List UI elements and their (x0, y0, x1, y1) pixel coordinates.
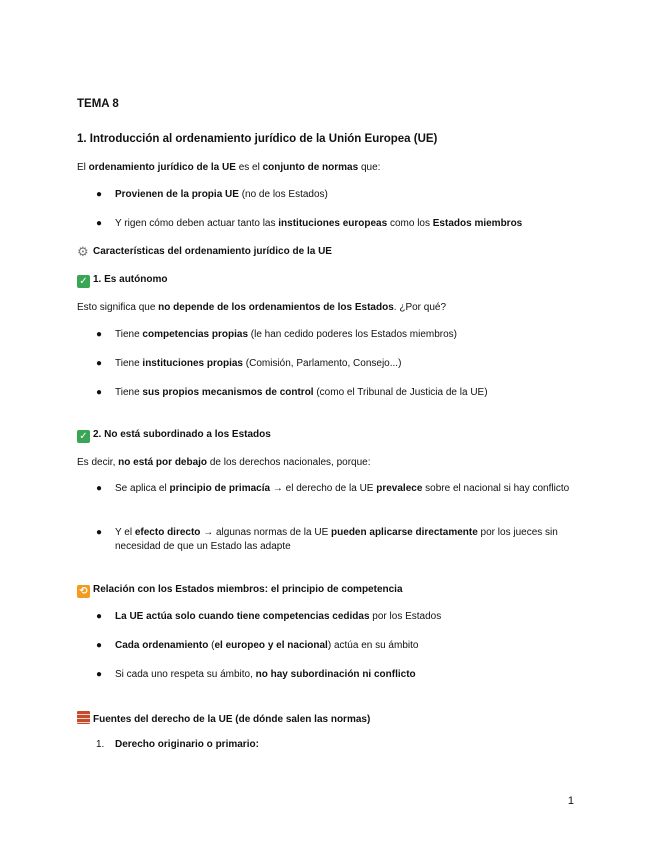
bullet-icon: ● (96, 358, 103, 369)
bullet-icon: ● (96, 527, 103, 538)
subsection-autonomo-heading: ✓ 1. Es autónomo (77, 273, 577, 288)
bullet-icon: ● (96, 669, 103, 680)
repeat-icon: ⟲ (77, 585, 90, 598)
bullet-icon: ● (96, 483, 103, 494)
bullet-icon: ● (96, 329, 103, 340)
bullet-icon: ● (96, 611, 103, 622)
check-mark-icon: ✓ (77, 275, 90, 288)
bullet-icon: ● (96, 387, 103, 398)
section-1-intro: El ordenamiento jurídico de la UE es el conjunto de normas que: (77, 162, 381, 173)
bullet-icon: ● (96, 189, 103, 200)
bullet-icon: ● (96, 218, 103, 229)
bullet-icon: ● (96, 640, 103, 651)
item-number: 1. (96, 739, 105, 750)
check-mark-icon: ✓ (77, 430, 90, 443)
subsection-no-subordinado-heading: ✓ 2. No está subordinado a los Estados (77, 428, 577, 443)
subsection-no-subordinado-intro: Es decir, no está por debajo de los derechos nacionales, porque: (77, 457, 371, 468)
page-number: 1 (567, 795, 574, 807)
brick-icon (77, 711, 90, 724)
section-4-heading: Fuentes del derecho de la UE (de dónde salen las normas) (77, 711, 577, 727)
subsection-autonomo-intro: Esto significa que no depende de los ordenamientos de los Estados. ¿Por qué? (77, 302, 447, 313)
document-title: TEMA 8 (77, 98, 119, 110)
section-1-heading: 1. Introducción al ordenamiento jurídico de la Unión Europea (UE) (77, 133, 438, 145)
document-page: TEMA 8 1. Introducción al ordenamiento jurídico de la Unión Europea (UE) El ordenamiento jurídico de la UE es el conjunto de normas que: ● Provienen de la propia UE (no de los Estados) ● Y rigen cómo deben actuar tanto las instituciones europeas como los Estados miembros ⚙ Características del ordenamiento jurídico de la UE ✓ 1. Es autónomo Esto significa que no depende de los ordenamientos de los Estados. ¿Por qué? ● Tiene competencias propias (le han cedido poderes los Estados miembros) ● Tiene instituciones propias (Comisión, Parlamento, Consejo...) ● Tiene sus propios mecanismos de control (como el Tribunal de Justicia de la UE) ✓ 2. No está subordinado a los Estados Es decir, no está por debajo de los derechos nacionales, porque: ● Se aplica el principio de primacía → el derecho de la UE prevalece sobre el nacional si hay conflicto ● Y el efecto directo → algunas normas de la UE pueden aplicarse directamente por los jueces sin necesidad de que un Estado las adapte ⟲ Relación con los Estados miembros: el principio de competencia ● La UE actúa solo cuando tiene competencias cedidas por los Estados ● Cada ordenamiento (el europeo y el nacional) actúa en su ámbito ● Si cada uno respeta su ámbito, no hay subordinación ni conflicto Fuentes del derecho de la UE (de dónde salen las normas) 1. Derecho originario o primario: 1 (0, 0, 655, 848)
section-2-heading: ⚙ Características del ordenamiento jurídico de la UE (77, 244, 332, 259)
section-3-heading: ⟲ Relación con los Estados miembros: el principio de competencia (77, 583, 577, 598)
gear-icon: ⚙ (77, 244, 89, 259)
